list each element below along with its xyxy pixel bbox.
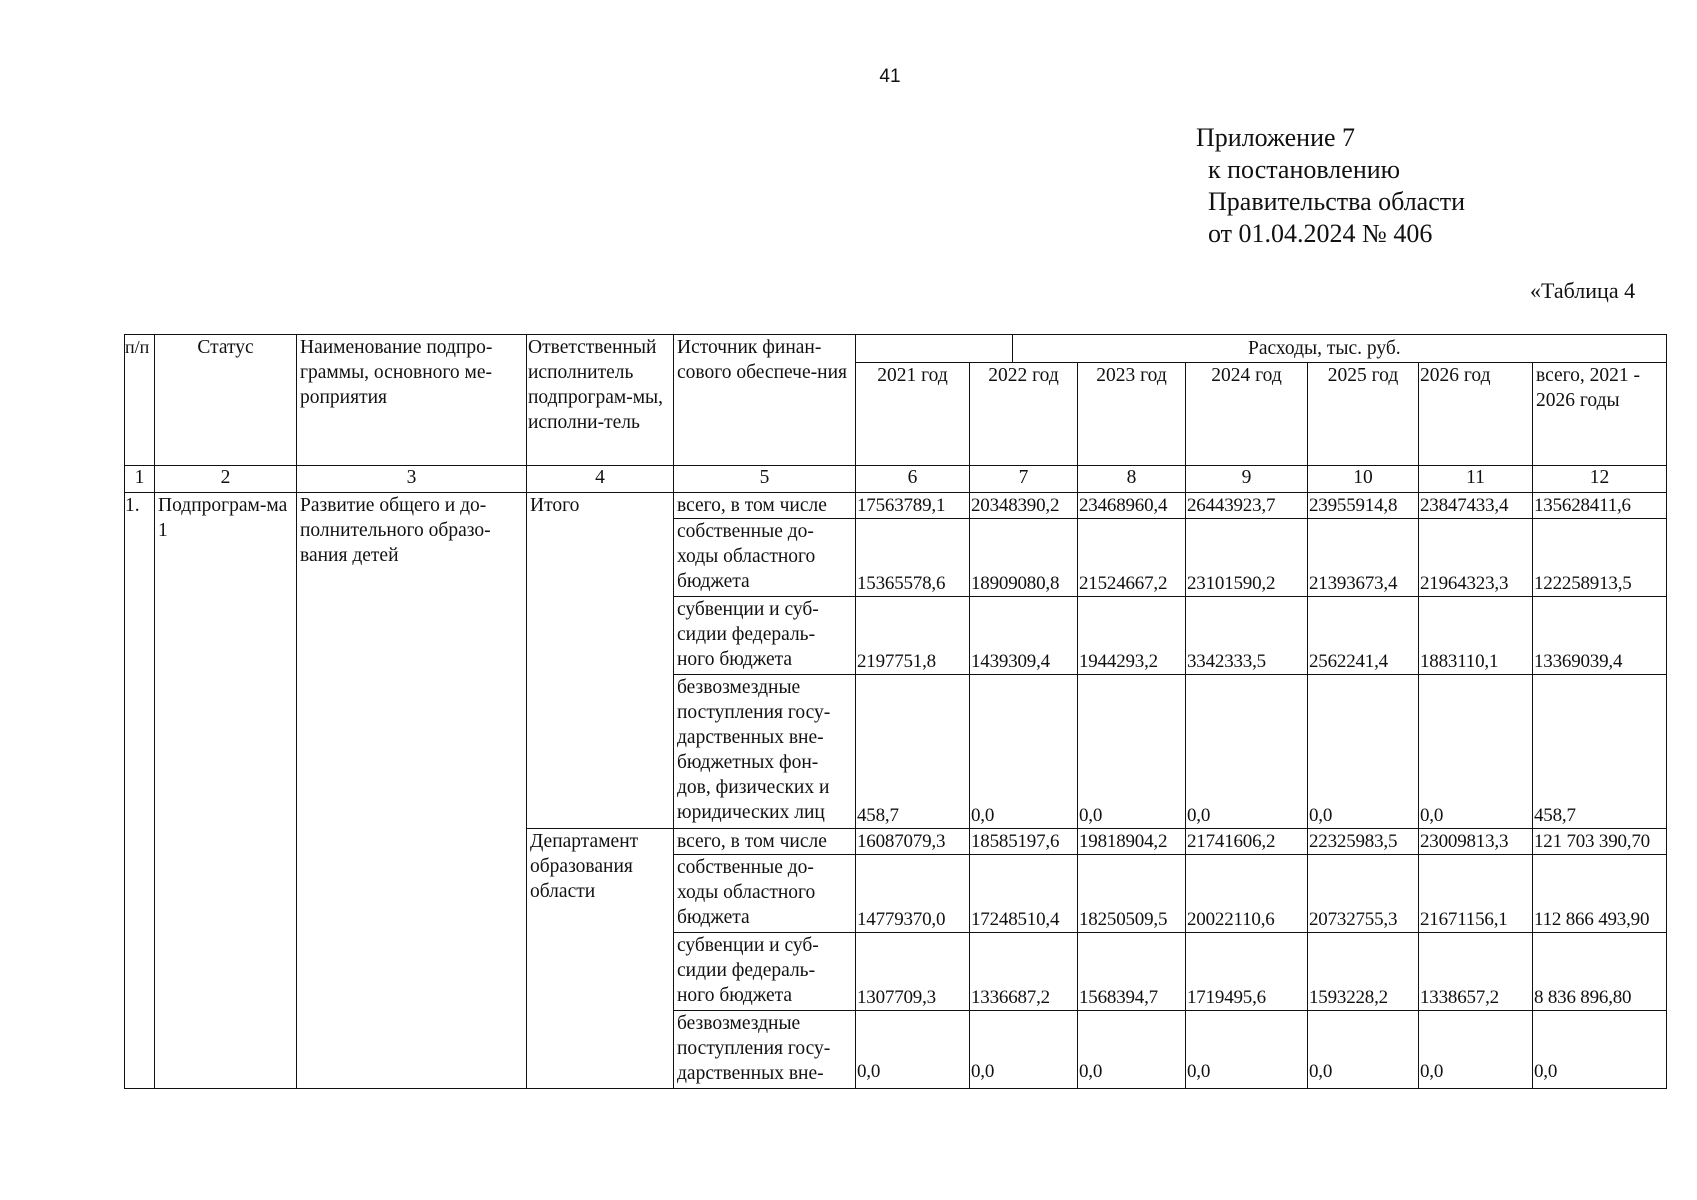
header-executor: Ответственный исполнитель подпрограм-мы, исполни-тель bbox=[527, 335, 674, 466]
colnum-5: 5 bbox=[674, 466, 856, 493]
value-cell: 23009813,3 bbox=[1419, 829, 1533, 855]
value-cell: 26443923,7 bbox=[1186, 493, 1308, 519]
value-cell: 2197751,8 bbox=[856, 597, 970, 675]
row-source: собственные до-ходы областного бюджета bbox=[674, 519, 856, 597]
column-numbers-row bbox=[125, 466, 1667, 493]
row-source: безвозмездные поступления госу-дарственных вне- bbox=[674, 1011, 856, 1089]
value-cell: 1593228,2 bbox=[1308, 933, 1419, 1011]
header-num: п/п bbox=[125, 335, 155, 466]
table-caption: «Таблица 4 bbox=[1530, 278, 1636, 303]
colnum-1: 1 bbox=[125, 466, 155, 493]
colnum-10: 10 bbox=[1308, 466, 1419, 493]
row-name: Развитие общего и до-полнительного образо-вания детей bbox=[297, 493, 527, 1089]
header-row-main bbox=[125, 335, 1667, 363]
expenses-table bbox=[124, 334, 1667, 1089]
header-divider-line bbox=[1012, 334, 1013, 362]
colnum-9: 9 bbox=[1186, 466, 1308, 493]
value-cell: 0,0 bbox=[1078, 675, 1186, 829]
value-cell: 0,0 bbox=[1308, 675, 1419, 829]
header-year-2021: 2021 год bbox=[856, 363, 970, 466]
value-cell: 16087079,3 bbox=[856, 829, 970, 855]
value-cell: 3342333,5 bbox=[1186, 597, 1308, 675]
value-cell: 1568394,7 bbox=[1078, 933, 1186, 1011]
value-cell: 0,0 bbox=[970, 675, 1078, 829]
header-status: Статус bbox=[155, 335, 297, 466]
value-cell: 23101590,2 bbox=[1186, 519, 1308, 597]
appendix-title: Приложение 7 bbox=[1196, 123, 1356, 152]
value-cell: 1439309,4 bbox=[970, 597, 1078, 675]
value-cell: 0,0 bbox=[1186, 675, 1308, 829]
row-source: собственные до-ходы областного бюджета bbox=[674, 855, 856, 933]
row-executor: Итого bbox=[527, 493, 674, 829]
value-cell: 112 866 493,90 bbox=[1533, 855, 1667, 933]
value-cell: 0,0 bbox=[1533, 1011, 1667, 1089]
row-source: всего, в том числе bbox=[674, 493, 856, 519]
header-source: Источник финан-сового обеспече-ния bbox=[674, 335, 856, 466]
value-cell: 20348390,2 bbox=[970, 493, 1078, 519]
value-cell: 1719495,6 bbox=[1186, 933, 1308, 1011]
appendix-resolution: к постановлению bbox=[1208, 155, 1401, 184]
value-cell: 2562241,4 bbox=[1308, 597, 1419, 675]
value-cell: 21671156,1 bbox=[1419, 855, 1533, 933]
row-source: безвозмездные поступления госу-дарственных вне-бюджетных фон-дов, физических и юридических лиц bbox=[674, 675, 856, 829]
value-cell: 1336687,2 bbox=[970, 933, 1078, 1011]
row-source: субвенции и суб-сидии федераль-ного бюджета bbox=[674, 597, 856, 675]
row-status: Подпрограм-ма 1 bbox=[155, 493, 297, 1089]
header-expenses bbox=[856, 335, 1667, 363]
value-cell: 8 836 896,80 bbox=[1533, 933, 1667, 1011]
page-number: 41 bbox=[879, 66, 901, 87]
value-cell: 0,0 bbox=[856, 1011, 970, 1089]
row-num: 1. bbox=[125, 493, 155, 1089]
value-cell: 18250509,5 bbox=[1078, 855, 1186, 933]
appendix-government: Правительства области bbox=[1208, 187, 1466, 216]
value-cell: 23955914,8 bbox=[1308, 493, 1419, 519]
value-cell: 17563789,1 bbox=[856, 493, 970, 519]
colnum-6: 6 bbox=[856, 466, 970, 493]
value-cell: 19818904,2 bbox=[1078, 829, 1186, 855]
value-cell: 0,0 bbox=[970, 1011, 1078, 1089]
colnum-2: 2 bbox=[155, 466, 297, 493]
value-cell: 14779370,0 bbox=[856, 855, 970, 933]
value-cell: 21393673,4 bbox=[1308, 519, 1419, 597]
colnum-3: 3 bbox=[297, 466, 527, 493]
value-cell: 1944293,2 bbox=[1078, 597, 1186, 675]
header-year-2023: 2023 год bbox=[1078, 363, 1186, 466]
appendix-date: от 01.04.2024 № 406 bbox=[1208, 219, 1433, 248]
value-cell: 13369039,4 bbox=[1533, 597, 1667, 675]
colnum-4: 4 bbox=[527, 466, 674, 493]
header-year-2024: 2024 год bbox=[1186, 363, 1308, 466]
value-cell: 0,0 bbox=[1186, 1011, 1308, 1089]
value-cell: 21741606,2 bbox=[1186, 829, 1308, 855]
value-cell: 23847433,4 bbox=[1419, 493, 1533, 519]
header-name: Наименование подпро-граммы, основного ме-роприятия bbox=[297, 335, 527, 466]
value-cell: 121 703 390,70 bbox=[1533, 829, 1667, 855]
row-source: субвенции и суб-сидии федераль-ного бюджета bbox=[674, 933, 856, 1011]
value-cell: 458,7 bbox=[856, 675, 970, 829]
value-cell: 23468960,4 bbox=[1078, 493, 1186, 519]
value-cell: 20022110,6 bbox=[1186, 855, 1308, 933]
value-cell: 0,0 bbox=[1419, 675, 1533, 829]
appendix-block bbox=[1196, 122, 1465, 250]
colnum-11: 11 bbox=[1419, 466, 1533, 493]
value-cell: 18909080,8 bbox=[970, 519, 1078, 597]
header-year-2022: 2022 год bbox=[970, 363, 1078, 466]
value-cell: 122258913,5 bbox=[1533, 519, 1667, 597]
value-cell: 1338657,2 bbox=[1419, 933, 1533, 1011]
header-year-2025: 2025 год bbox=[1308, 363, 1419, 466]
value-cell: 0,0 bbox=[1308, 1011, 1419, 1089]
value-cell: 18585197,6 bbox=[970, 829, 1078, 855]
value-cell: 458,7 bbox=[1533, 675, 1667, 829]
value-cell: 21524667,2 bbox=[1078, 519, 1186, 597]
row-source: всего, в том числе bbox=[674, 829, 856, 855]
value-cell: 0,0 bbox=[1419, 1011, 1533, 1089]
colnum-7: 7 bbox=[970, 466, 1078, 493]
value-cell: 22325983,5 bbox=[1308, 829, 1419, 855]
value-cell: 15365578,6 bbox=[856, 519, 970, 597]
header-year-2026: 2026 год bbox=[1419, 363, 1533, 466]
table-row bbox=[125, 493, 1667, 519]
row-executor: Департамент образования области bbox=[527, 829, 674, 1089]
colnum-8: 8 bbox=[1078, 466, 1186, 493]
value-cell: 135628411,6 bbox=[1533, 493, 1667, 519]
value-cell: 1883110,1 bbox=[1419, 597, 1533, 675]
header-expenses-label: Расходы, тыс. руб. bbox=[1248, 338, 1401, 359]
header-total: всего, 2021 - 2026 годы bbox=[1533, 363, 1667, 466]
value-cell: 0,0 bbox=[1078, 1011, 1186, 1089]
value-cell: 21964323,3 bbox=[1419, 519, 1533, 597]
colnum-12: 12 bbox=[1533, 466, 1667, 493]
value-cell: 17248510,4 bbox=[970, 855, 1078, 933]
value-cell: 1307709,3 bbox=[856, 933, 970, 1011]
value-cell: 20732755,3 bbox=[1308, 855, 1419, 933]
